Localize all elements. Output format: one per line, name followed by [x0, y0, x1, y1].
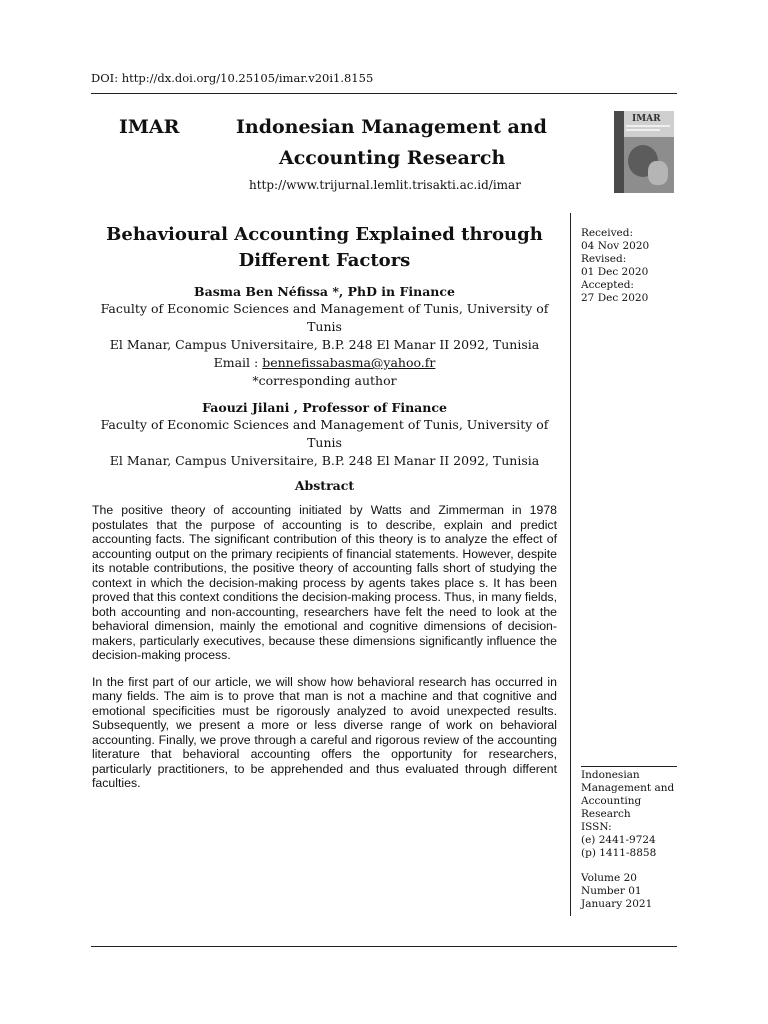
- email-link[interactable]: bennefissabasma@yahoo.fr: [262, 355, 436, 370]
- email-label: Email :: [213, 355, 263, 370]
- cover-text-line: [626, 129, 660, 131]
- journal-title-line-1: Indonesian Management and: [236, 116, 547, 138]
- doi-line: DOI: http://dx.doi.org/10.25105/imar.v20i1.8155: [91, 71, 374, 85]
- cover-side-strip: [614, 111, 624, 193]
- journal-name-line: Accounting: [581, 795, 642, 807]
- article-history: [581, 227, 677, 305]
- spacer: [581, 860, 677, 872]
- issn-print: (p) 1411-8858: [581, 847, 657, 859]
- revised-label: Revised:: [581, 253, 627, 265]
- issn-label: ISSN:: [581, 821, 612, 833]
- sidebar-divider: [581, 766, 677, 767]
- cover-graphic: [648, 161, 668, 185]
- issn-electronic: (e) 2441-9724: [581, 834, 656, 846]
- journal-name-line: Indonesian: [581, 769, 640, 781]
- journal-cover-image: [614, 111, 674, 193]
- received-date: 04 Nov 2020: [581, 240, 650, 252]
- author-1-email-line: [92, 354, 557, 372]
- abstract-paragraph-2: In the first part of our article, we will show how behavioral research has occurred in many fields. The aim is to prove that man is not a machine and that cognitive and emotional specificities must be rigorously analyzed to avoid unexpected results. Subsequently, we present a more or less diverse range of work on behavioral accounting. Finally, we prove through a careful and rigorous review of the accounting literature that behavioral accounting offers the opportunity for researchers, particularly practitioners, to be apprehended and thus evaluated through different faculties.: [92, 674, 557, 790]
- journal-name-line: Research: [581, 808, 631, 820]
- accepted-label: Accepted:: [581, 279, 634, 291]
- volume: Volume 20: [581, 872, 637, 884]
- author-1-affiliation-line-2: El Manar, Campus Universitaire, B.P. 248 El Manar II 2092, Tunisia: [109, 337, 540, 352]
- author-1-name: Basma Ben Néfissa *, PhD in Finance: [194, 284, 455, 299]
- main-column: [92, 222, 557, 803]
- cover-title: IMAR: [632, 114, 661, 124]
- author-2-name: Faouzi Jilani , Professor of Finance: [202, 400, 447, 415]
- corresponding-author-note: *corresponding author: [252, 373, 397, 388]
- journal-abbreviation: IMAR: [119, 116, 180, 138]
- author-1-affiliation-line-1: Faculty of Economic Sciences and Management of Tunis, University of Tunis: [100, 301, 549, 334]
- received-label: Received:: [581, 227, 633, 239]
- abstract-paragraph-1: The positive theory of accounting initiated by Watts and Zimmerman in 1978 postulates that the purpose of accounting is to describe, explain and predict accounting facts. The significant contribution of this theory is to analyze the effect of accounting output on the primary recipients of financial statements. However, despite its notable contributions, the positive theory of accounting falls short of studying the context in which the decision-making process by agents takes place s. It has been proved that this context conditions the decision-making process. Thus, in many fields, both accounting and non-accounting, researchers have felt the need to look at the behavioral dimension, mainly the emotional and cognitive dimensions of decision-makers, particularly executives, because these dimensions significantly influence the decision-making process.: [92, 503, 557, 662]
- cover-text-line: [626, 125, 670, 127]
- journal-name-line: Management and: [581, 782, 675, 794]
- issue-number: Number 01: [581, 885, 642, 897]
- article-title: Behavioural Accounting Explained through Different Factors: [106, 224, 543, 271]
- journal-url: http://www.trijurnal.lemlit.trisakti.ac.id/imar: [249, 178, 521, 192]
- accepted-date: 27 Dec 2020: [581, 292, 649, 304]
- abstract-heading: Abstract: [294, 478, 355, 493]
- journal-title-line-2: Accounting Research: [279, 147, 506, 169]
- footer-divider: [91, 946, 677, 947]
- header-divider: [91, 93, 677, 94]
- author-2-affiliation-line-1: Faculty of Economic Sciences and Management of Tunis, University of Tunis: [100, 417, 549, 450]
- author-2-affiliation-line-2: El Manar, Campus Universitaire, B.P. 248 El Manar II 2092, Tunisia: [109, 453, 540, 468]
- column-divider: [570, 213, 571, 916]
- revised-date: 01 Dec 2020: [581, 266, 649, 278]
- journal-info: [581, 769, 677, 911]
- issue-date: January 2021: [581, 898, 653, 910]
